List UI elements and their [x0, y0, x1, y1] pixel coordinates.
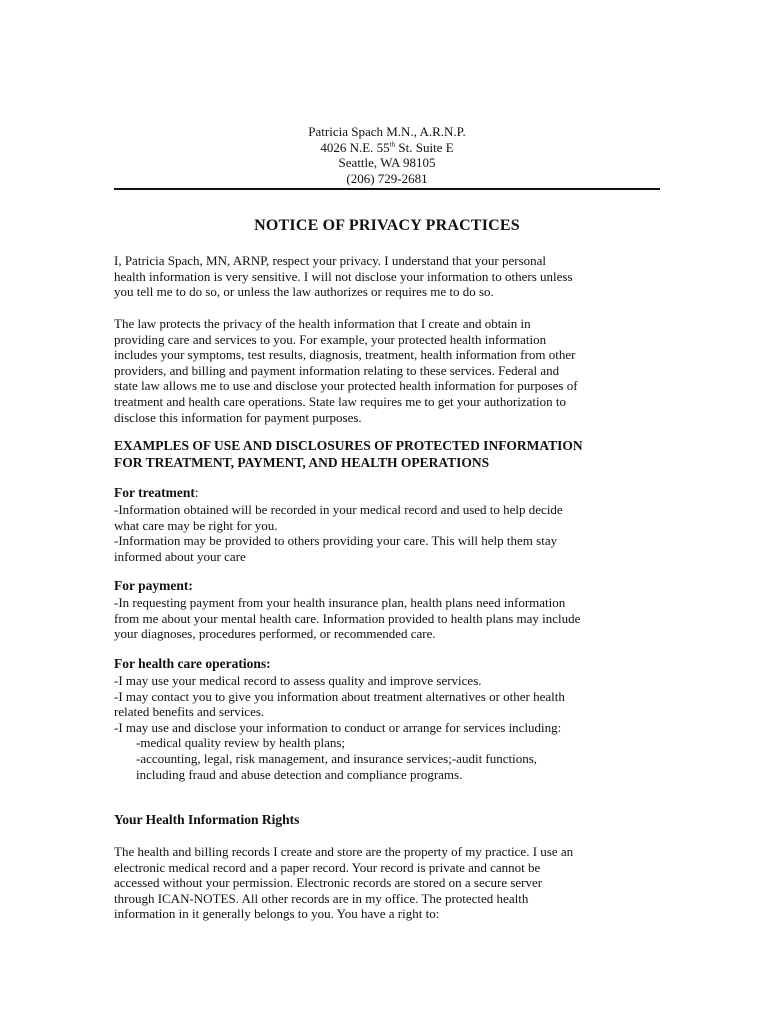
text-line: providers, and billing and payment information relating to these services. Federal and — [114, 362, 560, 378]
text-line: -Information may be provided to others providing your care. This will help them stay — [114, 533, 558, 549]
payment-heading: For payment: — [114, 578, 193, 593]
treatment-heading-text: For treatment — [114, 485, 195, 500]
rights-heading: Your Health Information Rights — [114, 812, 300, 827]
text-line: disclose this information for payment purposes. — [114, 409, 362, 425]
intro-paragraph — [114, 253, 660, 300]
text-line: The law protects the privacy of the health information that I create and obtain in — [114, 316, 531, 331]
text-line: -I may use your medical record to assess quality and improve services. — [114, 673, 482, 688]
treatment-heading-colon: : — [194, 485, 199, 500]
treatment-section — [114, 502, 660, 564]
text-line: health information is very sensitive. I will not disclose your information to others unless — [114, 268, 573, 284]
text-line: includes your symptoms, test results, diagnosis, treatment, health information from other — [114, 347, 576, 363]
operations-heading: For health care operations: — [114, 656, 271, 671]
text-line: informed about your care — [114, 548, 246, 564]
payment-section — [114, 595, 660, 642]
address-suffix: th — [389, 140, 396, 149]
text-line: electronic medical record and a paper record. Your record is private and cannot be — [114, 859, 541, 875]
letterhead — [114, 124, 660, 186]
text-line: providing care and services to you. For example, your protected health information — [114, 331, 547, 347]
text-line: -Information obtained will be recorded in your medical record and used to help decide — [114, 502, 563, 517]
text-line: treatment and health care operations. State law requires me to get your authorization to — [114, 393, 566, 409]
text-line: The health and billing records I create and store are the property of my practice. I use an — [114, 844, 574, 859]
text-line: from me about your mental health care. Information provided to health plans may include — [114, 610, 581, 626]
text-line: -I may contact you to give you information about treatment alternatives or other health — [114, 688, 565, 704]
text-line: what care may be right for you. — [114, 517, 278, 533]
treatment-heading — [114, 485, 660, 502]
city-state-zip: Seattle, WA 98105 — [338, 155, 436, 170]
text-line: including fraud and abuse detection and compliance programs. — [136, 766, 463, 782]
text-line: through ICAN-NOTES. All other records are in my office. The protected health — [114, 890, 529, 906]
address-number: 4026 N.E. 55 — [320, 139, 390, 155]
text-line: related benefits and services. — [114, 704, 265, 720]
examples-heading — [114, 438, 660, 471]
operations-section — [114, 673, 660, 782]
text-line: you tell me to do so, or unless the law authorizes or requires me to do so. — [114, 284, 494, 300]
text-line: -In requesting payment from your health insurance plan, health plans need information — [114, 595, 566, 610]
text-line: I, Patricia Spach, MN, ARNP, respect your privacy. I understand that your personal — [114, 253, 547, 268]
page-title: NOTICE OF PRIVACY PRACTICES — [254, 217, 520, 234]
rights-section — [114, 844, 660, 922]
text-line: -I may use and disclose your information to conduct or arrange for services including: — [114, 719, 562, 735]
law-paragraph — [114, 316, 660, 425]
phone-number: (206) 729-2681 — [346, 170, 428, 186]
street-address — [114, 140, 660, 156]
text-line: information in it generally belongs to you. You have a right to: — [114, 906, 440, 922]
header-divider — [114, 188, 660, 190]
text-line: accessed without your permission. Electronic records are stored on a secure server — [114, 875, 543, 891]
text-line: state law allows me to use and disclose your protected health information for purposes of — [114, 378, 578, 394]
practitioner-name: Patricia Spach M.N., A.R.N.P. — [308, 124, 466, 139]
text-line: your diagnoses, procedures performed, or recommended care. — [114, 626, 436, 642]
text-line: -medical quality review by health plans; — [136, 735, 346, 751]
address-street: St. Suite E — [395, 139, 454, 155]
text-line: -accounting, legal, risk management, and insurance services;-audit functions, — [136, 750, 538, 766]
heading-line: FOR TREATMENT, PAYMENT, AND HEALTH OPERATIONS — [114, 454, 490, 470]
heading-line: EXAMPLES OF USE AND DISCLOSURES OF PROTECTED INFORMATION — [114, 438, 583, 453]
